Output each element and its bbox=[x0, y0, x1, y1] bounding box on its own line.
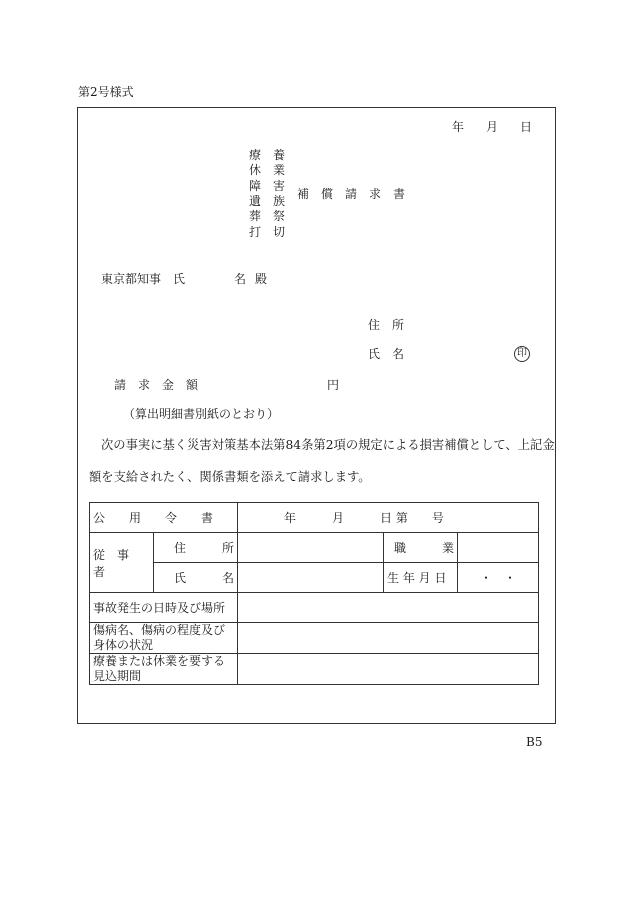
accident-label: 事故発生の日時及び場所 bbox=[90, 593, 238, 623]
occupation-value[interactable] bbox=[458, 533, 539, 563]
injury-label: 傷病名、傷病の程度及び身体の状況 bbox=[90, 623, 238, 654]
table-row bbox=[90, 654, 539, 685]
statement-line-2: 額を支給されたく、関係書類を添えて請求します。 bbox=[89, 470, 371, 484]
table-row bbox=[90, 563, 539, 593]
worker-address-label: 住 所 bbox=[154, 533, 238, 563]
document-title: 補 償 請 求 書 bbox=[297, 187, 406, 201]
period-label: 療養または休業を要する見込期間 bbox=[90, 654, 238, 685]
table-row bbox=[90, 623, 539, 654]
compensation-type: 遺 族 bbox=[249, 194, 286, 208]
addressee-prefix: 東京都知事 氏 bbox=[101, 272, 186, 286]
birthdate-label: 生 年 月 日 bbox=[384, 563, 458, 593]
seal-mark: 印 bbox=[514, 346, 530, 362]
details-table bbox=[89, 502, 539, 685]
worker-address-value[interactable] bbox=[238, 533, 384, 563]
date-day: 日 bbox=[520, 120, 533, 134]
injury-value[interactable] bbox=[238, 623, 539, 654]
period-value[interactable] bbox=[238, 654, 539, 685]
addressee-honorific: 殿 bbox=[255, 272, 268, 286]
compensation-type: 療 養 bbox=[249, 148, 286, 162]
birthdate-value[interactable]: ・ ・ bbox=[458, 563, 539, 593]
statement-line-1: 次の事実に基く災害対策基本法第84条第2項の規定による損害補償として、上記金 bbox=[101, 438, 555, 452]
table-row bbox=[90, 593, 539, 623]
worker-label: 従 事 者 bbox=[90, 533, 154, 593]
claimant-name-label: 氏 名 bbox=[368, 347, 405, 361]
claim-amount-label: 請 求 金 額 bbox=[114, 378, 199, 392]
compensation-type: 打 切 bbox=[249, 225, 286, 239]
paper-size: B5 bbox=[526, 735, 543, 749]
order-date: 年 月 日 第 号 bbox=[238, 503, 539, 533]
table-row bbox=[90, 503, 539, 533]
table-row bbox=[90, 533, 539, 563]
form-number: 第2号様式 bbox=[78, 85, 134, 99]
compensation-type: 休 業 bbox=[249, 163, 286, 177]
occupation-label: 職 業 bbox=[384, 533, 458, 563]
worker-name-label: 氏 名 bbox=[154, 563, 238, 593]
compensation-type: 葬 祭 bbox=[249, 209, 286, 223]
accident-value[interactable] bbox=[238, 593, 539, 623]
claim-amount-unit: 円 bbox=[327, 378, 340, 392]
date-month: 月 bbox=[486, 120, 499, 134]
order-label: 公 用 令 書 bbox=[90, 503, 238, 533]
date-year: 年 bbox=[452, 120, 465, 134]
claimant-address-label: 住 所 bbox=[368, 318, 405, 332]
worker-name-value[interactable] bbox=[238, 563, 384, 593]
compensation-type: 障 害 bbox=[249, 179, 286, 193]
calculation-note: （算出明細書別紙のとおり） bbox=[123, 407, 280, 421]
addressee-name-char: 名 bbox=[234, 272, 247, 286]
